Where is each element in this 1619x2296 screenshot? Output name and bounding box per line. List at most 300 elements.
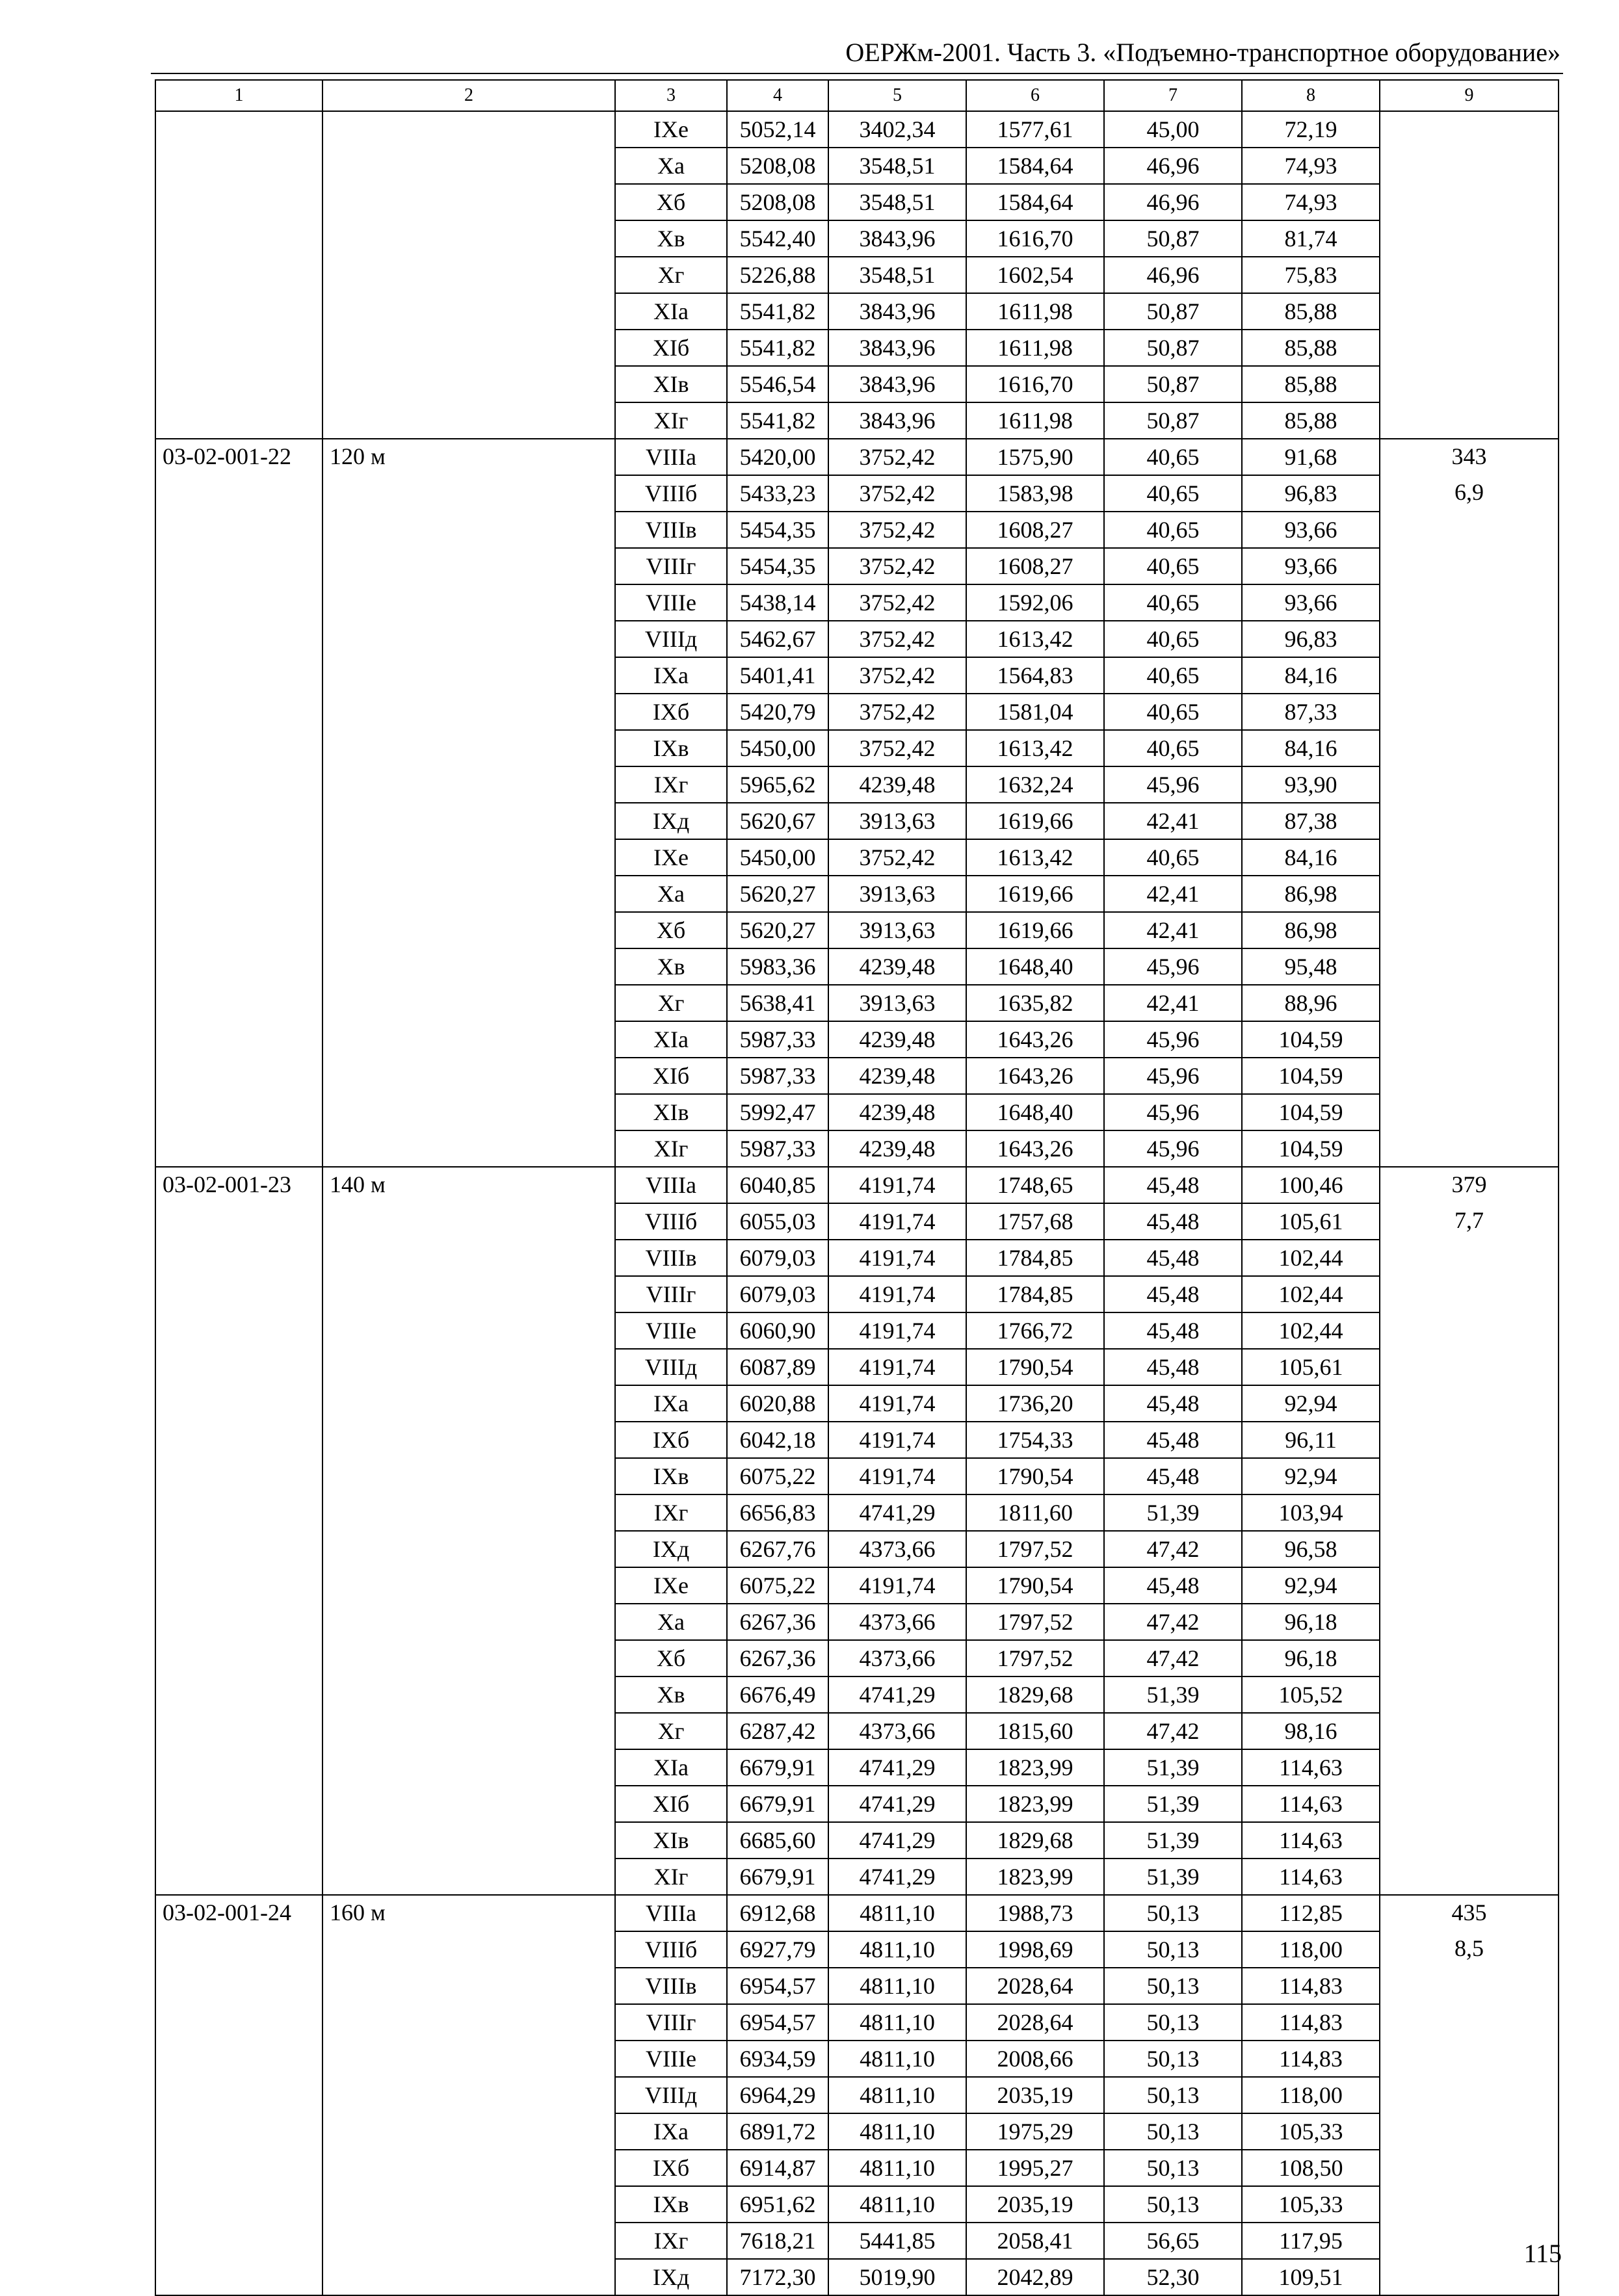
config-cell: XIб [615, 1058, 727, 1094]
config-cell: Xв [615, 1676, 727, 1713]
value-cell: 1648,40 [966, 1094, 1104, 1130]
value-cell: 45,96 [1104, 1021, 1242, 1058]
value-cell: 3913,63 [828, 876, 966, 912]
value-cell: 85,88 [1242, 293, 1380, 330]
value-cell: 4239,48 [828, 948, 966, 985]
rate-code-cell [155, 220, 322, 257]
rate-name-cell [322, 1749, 615, 1786]
rate-code-cell [155, 184, 322, 220]
config-cell: VIIIг [615, 1276, 727, 1312]
value-cell: 6927,79 [727, 1931, 828, 1968]
value-cell: 5462,67 [727, 621, 828, 657]
config-cell: XIа [615, 1749, 727, 1786]
value-cell: 45,48 [1104, 1312, 1242, 1349]
value-cell: 6954,57 [727, 1968, 828, 2004]
category-cell [1380, 766, 1559, 803]
table-row [155, 2077, 1559, 2113]
rate-code-cell [155, 1822, 322, 1859]
value-cell: 5052,14 [727, 111, 828, 148]
table-row [155, 657, 1559, 694]
value-cell: 4373,66 [828, 1713, 966, 1749]
value-cell: 1616,70 [966, 366, 1104, 402]
table-row [155, 1058, 1559, 1094]
column-number: 6 [966, 80, 1104, 111]
config-cell: Xв [615, 948, 727, 985]
value-cell: 5433,23 [727, 475, 828, 512]
table-row [155, 1931, 1559, 1968]
value-cell: 6951,62 [727, 2186, 828, 2223]
value-cell: 45,48 [1104, 1203, 1242, 1240]
value-cell: 93,66 [1242, 548, 1380, 584]
rate-name-cell [322, 1968, 615, 2004]
page-number: 115 [1523, 2239, 1562, 2268]
value-cell: 1790,54 [966, 1349, 1104, 1385]
value-cell: 40,65 [1104, 839, 1242, 876]
rate-name-cell: 120 м [322, 439, 615, 475]
config-cell: Xа [615, 148, 727, 184]
rate-name-cell [322, 1203, 615, 1240]
column-number: 2 [322, 80, 615, 111]
table-row [155, 148, 1559, 184]
rate-name-cell [322, 512, 615, 548]
rate-code-cell [155, 1422, 322, 1458]
value-cell: 3752,42 [828, 548, 966, 584]
rate-code-cell [155, 1094, 322, 1130]
rate-code-cell [155, 1494, 322, 1531]
value-cell: 1811,60 [966, 1494, 1104, 1531]
rate-code-cell [155, 2077, 322, 2113]
rate-code-cell [155, 1240, 322, 1276]
column-number-row [155, 80, 1559, 111]
rate-name-cell [322, 184, 615, 220]
rate-name-cell [322, 111, 615, 148]
config-cell: IXб [615, 2150, 727, 2186]
value-cell: 4373,66 [828, 1640, 966, 1676]
value-cell: 1616,70 [966, 220, 1104, 257]
value-cell: 1797,52 [966, 1604, 1104, 1640]
value-cell: 1988,73 [966, 1895, 1104, 1931]
value-cell: 104,59 [1242, 1058, 1380, 1094]
value-cell: 5541,82 [727, 293, 828, 330]
rate-name-cell [322, 1422, 615, 1458]
table-row [155, 1130, 1559, 1167]
rate-code-cell [155, 366, 322, 402]
rate-name-cell [322, 2041, 615, 2077]
rate-name-cell [322, 475, 615, 512]
rate-code-cell [155, 1567, 322, 1604]
value-cell: 1995,27 [966, 2150, 1104, 2186]
header-rule [151, 73, 1563, 74]
value-cell: 1998,69 [966, 1931, 1104, 1968]
value-cell: 3913,63 [828, 803, 966, 839]
rate-code-cell [155, 1859, 322, 1895]
value-cell: 50,13 [1104, 2186, 1242, 2223]
value-cell: 40,65 [1104, 439, 1242, 475]
value-cell: 3548,51 [828, 184, 966, 220]
value-cell: 114,83 [1242, 2004, 1380, 2041]
table-row [155, 184, 1559, 220]
value-cell: 4741,29 [828, 1749, 966, 1786]
value-cell: 40,65 [1104, 548, 1242, 584]
value-cell: 6267,76 [727, 1531, 828, 1567]
table-row [155, 1167, 1559, 1203]
value-cell: 1575,90 [966, 439, 1104, 475]
value-cell: 40,65 [1104, 657, 1242, 694]
rate-name-cell [322, 2150, 615, 2186]
rate-name-cell: 140 м [322, 1167, 615, 1203]
rate-code-cell [155, 1021, 322, 1058]
value-cell: 50,87 [1104, 330, 1242, 366]
value-cell: 4811,10 [828, 2041, 966, 2077]
value-cell: 45,00 [1104, 111, 1242, 148]
value-cell: 5420,79 [727, 694, 828, 730]
value-cell: 6020,88 [727, 1385, 828, 1422]
value-cell: 1592,06 [966, 584, 1104, 621]
value-cell: 4191,74 [828, 1312, 966, 1349]
rate-code-cell [155, 1749, 322, 1786]
value-cell: 98,16 [1242, 1713, 1380, 1749]
table-row [155, 2223, 1559, 2259]
value-cell: 1754,33 [966, 1422, 1104, 1458]
value-cell: 6914,87 [727, 2150, 828, 2186]
value-cell: 6934,59 [727, 2041, 828, 2077]
table-row [155, 2259, 1559, 2295]
value-cell: 6679,91 [727, 1786, 828, 1822]
value-cell: 5019,90 [828, 2259, 966, 2295]
value-cell: 1829,68 [966, 1822, 1104, 1859]
value-cell: 1611,98 [966, 330, 1104, 366]
value-cell: 5441,85 [828, 2223, 966, 2259]
value-cell: 105,33 [1242, 2113, 1380, 2150]
table-row [155, 912, 1559, 948]
value-cell: 105,52 [1242, 1676, 1380, 1713]
value-cell: 1757,68 [966, 1203, 1104, 1240]
value-cell: 1643,26 [966, 1130, 1104, 1167]
value-cell: 81,74 [1242, 220, 1380, 257]
value-cell: 105,61 [1242, 1203, 1380, 1240]
category-cell [1380, 803, 1559, 839]
table-row [155, 1531, 1559, 1567]
category-cell [1380, 1312, 1559, 1349]
config-cell: Xв [615, 220, 727, 257]
value-cell: 3913,63 [828, 985, 966, 1021]
value-cell: 4191,74 [828, 1349, 966, 1385]
value-cell: 50,13 [1104, 1895, 1242, 1931]
value-cell: 45,48 [1104, 1567, 1242, 1604]
config-cell: VIIIб [615, 1931, 727, 1968]
value-cell: 5620,27 [727, 876, 828, 912]
value-cell: 4373,66 [828, 1604, 966, 1640]
rate-name-cell [322, 766, 615, 803]
rate-code-cell [155, 1058, 322, 1094]
category-cell: 7,7 [1380, 1203, 1559, 1240]
value-cell: 5454,35 [727, 548, 828, 584]
rate-name-cell [322, 694, 615, 730]
rate-name-cell [322, 876, 615, 912]
value-cell: 7172,30 [727, 2259, 828, 2295]
rate-name-cell [322, 1640, 615, 1676]
category-cell [1380, 839, 1559, 876]
category-cell [1380, 1494, 1559, 1531]
rate-name-cell [322, 257, 615, 293]
rate-code-cell [155, 512, 322, 548]
value-cell: 96,11 [1242, 1422, 1380, 1458]
rate-code-cell [155, 2004, 322, 2041]
value-cell: 3752,42 [828, 621, 966, 657]
value-cell: 3402,34 [828, 111, 966, 148]
value-cell: 6912,68 [727, 1895, 828, 1931]
table-row [155, 1312, 1559, 1349]
value-cell: 5992,47 [727, 1094, 828, 1130]
value-cell: 5987,33 [727, 1021, 828, 1058]
rate-code-cell [155, 293, 322, 330]
category-cell [1380, 1458, 1559, 1494]
table-row [155, 330, 1559, 366]
value-cell: 1823,99 [966, 1749, 1104, 1786]
table-row [155, 257, 1559, 293]
value-cell: 6267,36 [727, 1604, 828, 1640]
value-cell: 112,85 [1242, 1895, 1380, 1931]
value-cell: 1602,54 [966, 257, 1104, 293]
value-cell: 4741,29 [828, 1786, 966, 1822]
category-cell [1380, 985, 1559, 1021]
table-row [155, 876, 1559, 912]
rate-name-cell [322, 2004, 615, 2041]
table-row [155, 1676, 1559, 1713]
value-cell: 3843,96 [828, 220, 966, 257]
value-cell: 2035,19 [966, 2186, 1104, 2223]
category-cell [1380, 512, 1559, 548]
value-cell: 51,39 [1104, 1822, 1242, 1859]
value-cell: 1613,42 [966, 621, 1104, 657]
value-cell: 2008,66 [966, 2041, 1104, 2077]
value-cell: 92,94 [1242, 1385, 1380, 1422]
category-cell [1380, 730, 1559, 766]
category-cell [1380, 1713, 1559, 1749]
value-cell: 6676,49 [727, 1676, 828, 1713]
rate-name-cell [322, 839, 615, 876]
rate-name-cell [322, 1494, 615, 1531]
value-cell: 50,13 [1104, 2004, 1242, 2041]
rate-name-cell [322, 985, 615, 1021]
rate-name-cell: 160 м [322, 1895, 615, 1931]
value-cell: 114,63 [1242, 1822, 1380, 1859]
value-cell: 5983,36 [727, 948, 828, 985]
value-cell: 50,87 [1104, 220, 1242, 257]
value-cell: 102,44 [1242, 1312, 1380, 1349]
value-cell: 51,39 [1104, 1749, 1242, 1786]
column-number: 5 [828, 80, 966, 111]
config-cell: VIIIб [615, 475, 727, 512]
category-cell [1380, 657, 1559, 694]
config-cell: XIг [615, 1859, 727, 1895]
category-cell [1380, 1422, 1559, 1458]
config-cell: IXе [615, 839, 727, 876]
value-cell: 91,68 [1242, 439, 1380, 475]
value-cell: 6685,60 [727, 1822, 828, 1859]
value-cell: 105,33 [1242, 2186, 1380, 2223]
category-cell [1380, 912, 1559, 948]
rate-code-cell [155, 475, 322, 512]
column-number: 9 [1380, 80, 1559, 111]
value-cell: 1829,68 [966, 1676, 1104, 1713]
value-cell: 50,87 [1104, 293, 1242, 330]
category-cell [1380, 2113, 1559, 2150]
price-table [155, 79, 1559, 2296]
rate-name-cell [322, 1130, 615, 1167]
table-row [155, 1094, 1559, 1130]
rate-code-cell [155, 657, 322, 694]
column-number: 8 [1242, 80, 1380, 111]
value-cell: 5450,00 [727, 730, 828, 766]
value-cell: 45,96 [1104, 948, 1242, 985]
rate-name-cell [322, 293, 615, 330]
value-cell: 3752,42 [828, 839, 966, 876]
rate-name-cell [322, 1859, 615, 1895]
value-cell: 42,41 [1104, 912, 1242, 948]
rate-name-cell [322, 148, 615, 184]
rate-name-cell [322, 2077, 615, 2113]
rate-code-cell [155, 1931, 322, 1968]
value-cell: 1784,85 [966, 1240, 1104, 1276]
config-cell: Xа [615, 1604, 727, 1640]
value-cell: 1823,99 [966, 1859, 1104, 1895]
rate-code-cell [155, 912, 322, 948]
rate-name-cell [322, 1058, 615, 1094]
table-row [155, 839, 1559, 876]
value-cell: 5546,54 [727, 366, 828, 402]
table-row [155, 584, 1559, 621]
value-cell: 74,93 [1242, 148, 1380, 184]
table-row [155, 1822, 1559, 1859]
table-row [155, 1385, 1559, 1422]
config-cell: XIв [615, 1094, 727, 1130]
value-cell: 102,44 [1242, 1240, 1380, 1276]
value-cell: 1635,82 [966, 985, 1104, 1021]
table-row [155, 1458, 1559, 1494]
value-cell: 1619,66 [966, 803, 1104, 839]
value-cell: 45,48 [1104, 1458, 1242, 1494]
config-cell: XIг [615, 402, 727, 439]
value-cell: 84,16 [1242, 839, 1380, 876]
value-cell: 4239,48 [828, 1058, 966, 1094]
category-cell [1380, 1240, 1559, 1276]
value-cell: 3548,51 [828, 257, 966, 293]
value-cell: 40,65 [1104, 512, 1242, 548]
table-row [155, 220, 1559, 257]
table-row [155, 1021, 1559, 1058]
rate-code-cell [155, 548, 322, 584]
value-cell: 6079,03 [727, 1240, 828, 1276]
config-cell: IXг [615, 2223, 727, 2259]
value-cell: 1643,26 [966, 1021, 1104, 1058]
value-cell: 72,19 [1242, 111, 1380, 148]
value-cell: 42,41 [1104, 985, 1242, 1021]
value-cell: 4373,66 [828, 1531, 966, 1567]
rate-code-cell [155, 839, 322, 876]
rate-code-cell [155, 1276, 322, 1312]
value-cell: 46,96 [1104, 148, 1242, 184]
value-cell: 1584,64 [966, 148, 1104, 184]
config-cell: IXг [615, 766, 727, 803]
value-cell: 95,48 [1242, 948, 1380, 985]
category-cell: 8,5 [1380, 1931, 1559, 1968]
rate-name-cell [322, 1931, 615, 1968]
value-cell: 5620,67 [727, 803, 828, 839]
value-cell: 2028,64 [966, 2004, 1104, 2041]
value-cell: 1815,60 [966, 1713, 1104, 1749]
config-cell: IXд [615, 2259, 727, 2295]
value-cell: 4811,10 [828, 2150, 966, 2186]
value-cell: 45,48 [1104, 1422, 1242, 1458]
category-cell: 379 [1380, 1167, 1559, 1203]
config-cell: XIв [615, 1822, 727, 1859]
value-cell: 3752,42 [828, 694, 966, 730]
config-cell: Xг [615, 257, 727, 293]
category-cell [1380, 2041, 1559, 2077]
value-cell: 40,65 [1104, 694, 1242, 730]
category-cell [1380, 1130, 1559, 1167]
rate-code-cell [155, 1786, 322, 1822]
value-cell: 7618,21 [727, 2223, 828, 2259]
value-cell: 118,00 [1242, 2077, 1380, 2113]
table-row [155, 2004, 1559, 2041]
value-cell: 45,96 [1104, 1058, 1242, 1094]
value-cell: 6954,57 [727, 2004, 828, 2041]
value-cell: 5226,88 [727, 257, 828, 293]
value-cell: 45,48 [1104, 1240, 1242, 1276]
category-cell [1380, 293, 1559, 330]
rate-name-cell [322, 2259, 615, 2295]
value-cell: 1581,04 [966, 694, 1104, 730]
value-cell: 96,18 [1242, 1604, 1380, 1640]
value-cell: 6060,90 [727, 1312, 828, 1349]
value-cell: 47,42 [1104, 1604, 1242, 1640]
rate-name-cell [322, 548, 615, 584]
rate-code-cell [155, 1312, 322, 1349]
value-cell: 1736,20 [966, 1385, 1104, 1422]
table-row [155, 1203, 1559, 1240]
value-cell: 45,96 [1104, 1094, 1242, 1130]
table-row [155, 512, 1559, 548]
value-cell: 4811,10 [828, 1895, 966, 1931]
value-cell: 1564,83 [966, 657, 1104, 694]
value-cell: 114,63 [1242, 1859, 1380, 1895]
config-cell: VIIIе [615, 1312, 727, 1349]
value-cell: 96,83 [1242, 475, 1380, 512]
value-cell: 4811,10 [828, 1931, 966, 1968]
rate-code-cell [155, 2186, 322, 2223]
value-cell: 6055,03 [727, 1203, 828, 1240]
value-cell: 3752,42 [828, 730, 966, 766]
category-cell [1380, 184, 1559, 220]
config-cell: XIа [615, 293, 727, 330]
column-number: 4 [727, 80, 828, 111]
value-cell: 4191,74 [828, 1567, 966, 1604]
value-cell: 1613,42 [966, 730, 1104, 766]
value-cell: 75,83 [1242, 257, 1380, 293]
rate-name-cell [322, 657, 615, 694]
rate-name-cell [322, 1713, 615, 1749]
value-cell: 4811,10 [828, 2077, 966, 2113]
table-row [155, 1240, 1559, 1276]
config-cell: VIIIд [615, 1349, 727, 1385]
value-cell: 45,48 [1104, 1276, 1242, 1312]
config-cell: XIб [615, 330, 727, 366]
value-cell: 5401,41 [727, 657, 828, 694]
value-cell: 5965,62 [727, 766, 828, 803]
category-cell: 435 [1380, 1895, 1559, 1931]
